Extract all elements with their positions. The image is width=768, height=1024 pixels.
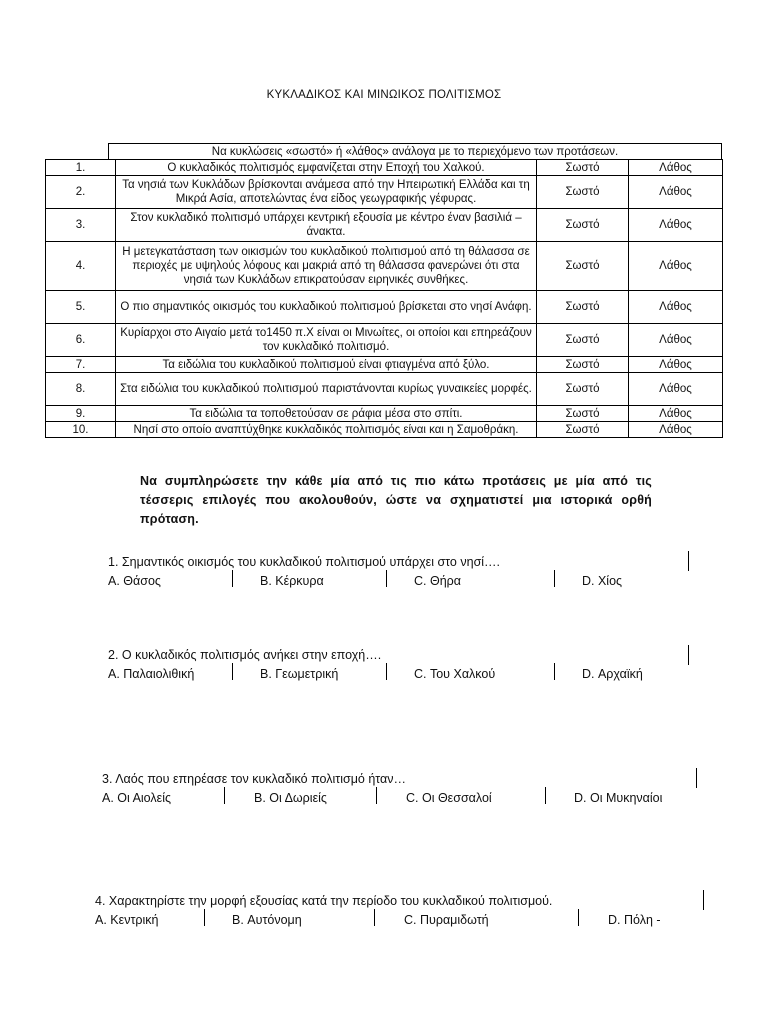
exercise2-instruction: Να συμπληρώσετε την κάθε μία από τις πιο κάτω προτάσεις με μία από τις τέσσερις επιλογές που ακολουθούν, ώστε να σχηματιστεί μια ιστορικά ορθή πρόταση. <box>140 474 652 526</box>
option-divider <box>232 663 233 680</box>
option-c[interactable]: C. Θήρα <box>414 574 461 588</box>
true-option[interactable]: Σωστό <box>537 406 629 422</box>
answer-bar <box>688 551 689 571</box>
true-option[interactable]: Σωστό <box>537 324 629 357</box>
statement-text: Η μετεγκατάσταση των οικισμών του κυκλαδικού πολιτισμού από τη θάλασσα σε περιοχές με υψηλούς λόφους και μακριά από τη θάλασσα φανερώνει ότι στα νησιά των Κυκλάδων επικρατούσαν ειρηνικές συνθήκες. <box>116 242 537 291</box>
question-stem: 2. Ο κυκλαδικός πολιτισμός ανήκει στην εποχή…. <box>108 648 382 662</box>
statement-text: Νησί στο οποίο αναπτύχθηκε κυκλαδικός πολιτισμός είναι και η Σαμοθράκη. <box>116 422 537 438</box>
statement-number: 4. <box>46 242 116 291</box>
false-option[interactable]: Λάθος <box>629 406 723 422</box>
exercise1-instruction: Να κυκλώσεις «σωστό» ή «λάθος» ανάλογα με το περιεχόμενο των προτάσεων. <box>108 143 722 159</box>
true-option[interactable]: Σωστό <box>537 160 629 176</box>
option-divider <box>554 663 555 680</box>
option-c[interactable]: C. Οι Θεσσαλοί <box>406 791 492 805</box>
true-option[interactable]: Σωστό <box>537 176 629 209</box>
option-divider <box>545 787 546 804</box>
statement-text: Ο κυκλαδικός πολιτισμός εμφανίζεται στην Εποχή του Χαλκού. <box>116 160 537 176</box>
option-b[interactable]: B. Κέρκυρα <box>260 574 324 588</box>
statement-number: 10. <box>46 422 116 438</box>
false-option[interactable]: Λάθος <box>629 373 723 406</box>
statement-row <box>46 291 723 324</box>
answer-bar <box>688 645 689 665</box>
option-b[interactable]: B. Γεωμετρική <box>260 667 339 681</box>
option-a[interactable]: A. Κεντρική <box>95 913 159 927</box>
false-option[interactable]: Λάθος <box>629 242 723 291</box>
option-a[interactable]: A. Οι Αιολείς <box>102 791 172 805</box>
true-option[interactable]: Σωστό <box>537 422 629 438</box>
statement-row <box>46 357 723 373</box>
statement-text: Ο πιο σημαντικός οικισμός του κυκλαδικού πολιτισμού βρίσκεται στο νησί Ανάφη. <box>116 291 537 324</box>
statement-number: 1. <box>46 160 116 176</box>
statement-number: 5. <box>46 291 116 324</box>
answer-bar <box>696 768 697 788</box>
true-false-table <box>45 159 723 438</box>
option-a[interactable]: A. Παλαιολιθική <box>108 667 195 681</box>
option-divider <box>554 570 555 587</box>
statement-row <box>46 209 723 242</box>
statement-row <box>46 406 723 422</box>
page-title: ΚΥΚΛΑΔΙΚΟΣ ΚΑΙ ΜΙΝΩΙΚΟΣ ΠΟΛΙΤΙΣΜΟΣ <box>266 89 502 101</box>
statement-row <box>46 242 723 291</box>
option-d[interactable]: D. Πόλη - <box>608 913 661 927</box>
statement-text: Τα ειδώλια τα τοποθετούσαν σε ράφια μέσα στο σπίτι. <box>116 406 537 422</box>
true-option[interactable]: Σωστό <box>537 242 629 291</box>
option-divider <box>224 787 225 804</box>
true-option[interactable]: Σωστό <box>537 291 629 324</box>
statement-row <box>46 176 723 209</box>
option-divider <box>578 909 579 926</box>
option-divider <box>386 663 387 680</box>
false-option[interactable]: Λάθος <box>629 160 723 176</box>
option-divider <box>204 909 205 926</box>
option-divider <box>376 787 377 804</box>
statement-text: Στα ειδώλια του κυκλαδικού πολιτισμού παριστάνονται κυρίως γυναικείες μορφές. <box>116 373 537 406</box>
true-option[interactable]: Σωστό <box>537 209 629 242</box>
statement-text: Κυρίαρχοι στο Αιγαίο μετά το1450 π.Χ είναι οι Μινωίτες, οι οποίοι και επηρεάζουν τον κυκλαδικό πολιτισμό. <box>116 324 537 357</box>
option-c[interactable]: C. Του Χαλκού <box>414 667 496 681</box>
option-c[interactable]: C. Πυραμιδωτή <box>404 913 489 927</box>
question-stem: 4. Χαρακτηρίστε την μορφή εξουσίας κατά την περίοδο του κυκλαδικού πολιτισμού. <box>95 894 553 908</box>
false-option[interactable]: Λάθος <box>629 357 723 373</box>
option-divider <box>386 570 387 587</box>
false-option[interactable]: Λάθος <box>629 176 723 209</box>
option-divider <box>232 570 233 587</box>
statement-number: 3. <box>46 209 116 242</box>
false-option[interactable]: Λάθος <box>629 422 723 438</box>
statement-number: 7. <box>46 357 116 373</box>
false-option[interactable]: Λάθος <box>629 291 723 324</box>
true-option[interactable]: Σωστό <box>537 357 629 373</box>
statement-text: Τα ειδώλια του κυκλαδικού πολιτισμού είναι φτιαγμένα από ξύλο. <box>116 357 537 373</box>
option-b[interactable]: B. Αυτόνομη <box>232 913 302 927</box>
true-option[interactable]: Σωστό <box>537 373 629 406</box>
option-divider <box>374 909 375 926</box>
false-option[interactable]: Λάθος <box>629 209 723 242</box>
option-b[interactable]: B. Οι Δωριείς <box>254 791 327 805</box>
statement-text: Τα νησιά των Κυκλάδων βρίσκονται ανάμεσα από την Ηπειρωτική Ελλάδα και τη Μικρά Ασία, αποτελώντας ένα είδος γεωγραφικής γέφυρας. <box>116 176 537 209</box>
answer-bar <box>703 890 704 910</box>
option-d[interactable]: D. Χίος <box>582 574 623 588</box>
option-a[interactable]: A. Θάσος <box>108 574 161 588</box>
statement-text: Στον κυκλαδικό πολιτισμό υπάρχει κεντρική εξουσία με κέντρο έναν βασιλιά – άνακτα. <box>116 209 537 242</box>
statement-row <box>46 373 723 406</box>
statement-row <box>46 422 723 438</box>
statement-number: 9. <box>46 406 116 422</box>
question-stem: 1. Σημαντικός οικισμός του κυκλαδικού πολιτισμού υπάρχει στο νησί…. <box>108 555 501 569</box>
statement-number: 8. <box>46 373 116 406</box>
statement-row <box>46 160 723 176</box>
statement-number: 2. <box>46 176 116 209</box>
question-stem: 3. Λαός που επηρέασε τον κυκλαδικό πολιτισμό ήταν… <box>102 772 407 786</box>
false-option[interactable]: Λάθος <box>629 324 723 357</box>
option-d[interactable]: D. Οι Μυκηναίοι <box>574 791 663 805</box>
statement-row <box>46 324 723 357</box>
statement-number: 6. <box>46 324 116 357</box>
option-d[interactable]: D. Αρχαϊκή <box>582 667 643 681</box>
